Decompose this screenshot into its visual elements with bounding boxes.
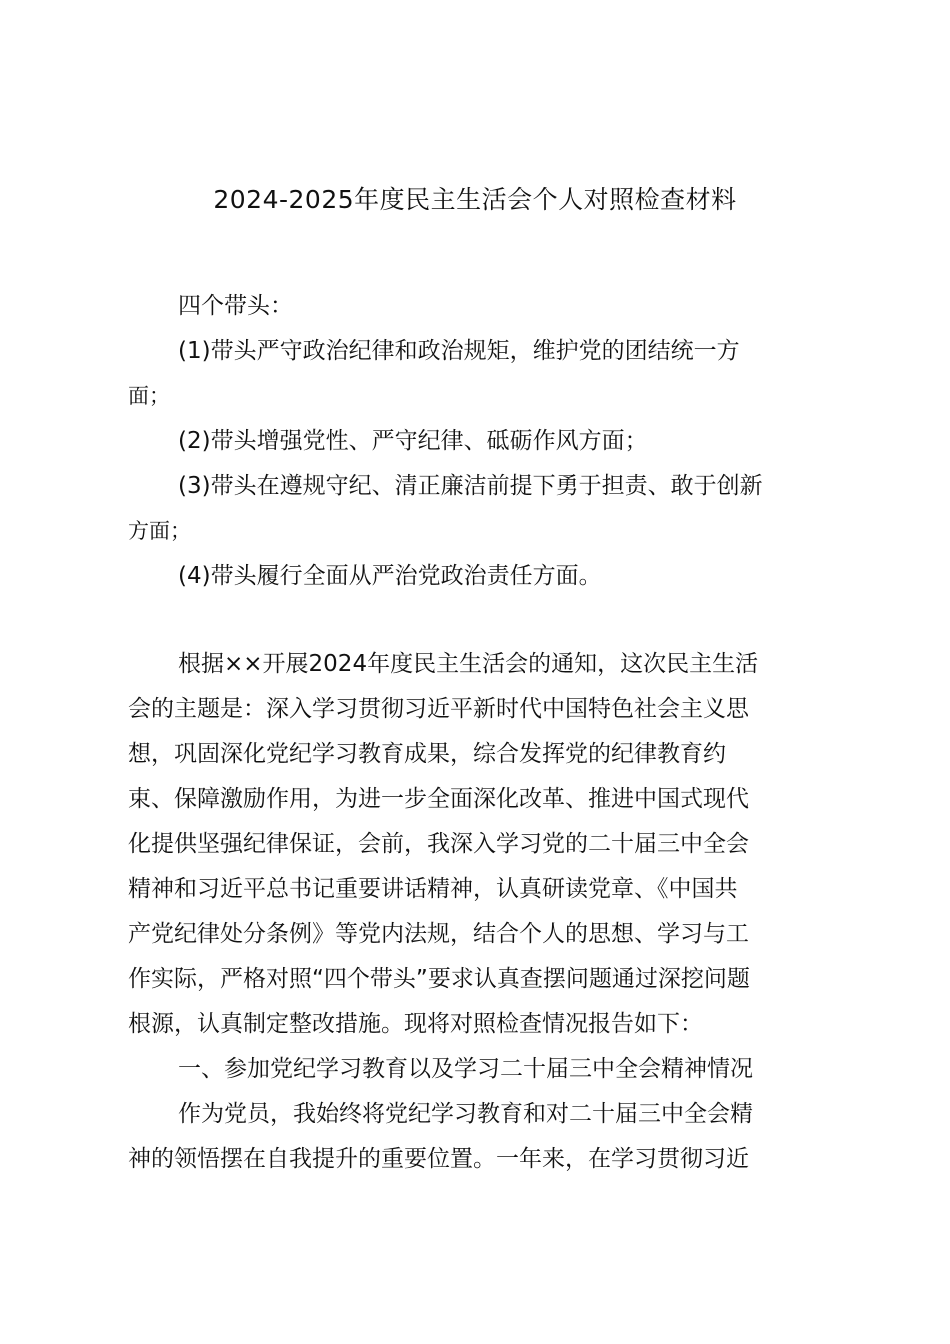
main-body-section [128, 642, 838, 1182]
section-paragraph-line: 作为党员，我始终将党纪学习教育和对二十届三中全会精 [178, 1101, 753, 1127]
item-1-line-1: (1)带头严守政治纪律和政治规矩，维护党的团结统一方 [178, 338, 740, 364]
main-paragraph-line: 根源，认真制定整改措施。现将对照检查情况报告如下： [128, 1011, 703, 1037]
item-3-line-2: 方面； [128, 519, 191, 543]
main-paragraph-line: 想，巩固深化党纪学习教育成果，综合发挥党的纪律教育约 [128, 741, 726, 767]
item-3-line-1: (3)带头在遵规守纪、清正廉洁前提下勇于担责、敢于创新 [178, 473, 763, 499]
item-4-line-1: (4)带头履行全面从严治党政治责任方面。 [178, 563, 602, 589]
item-1-line-2: 面； [128, 384, 170, 408]
main-paragraph-line: 产党纪律处分条例》等党内法规，结合个人的思想、学习与工 [128, 921, 749, 947]
main-paragraph-line: 束、保障激励作用，为进一步全面深化改革、推进中国式现代 [128, 786, 749, 812]
main-paragraph-line: 会的主题是：深入学习贯彻习近平新时代中国特色社会主义思 [128, 696, 749, 722]
four-leads-section [128, 284, 838, 599]
main-paragraph-line: 精神和习近平总书记重要讲话精神，认真研读党章、《中国共 [128, 876, 738, 902]
main-paragraph-line: 化提供坚强纪律保证，会前，我深入学习党的二十届三中全会 [128, 831, 749, 857]
section-heading: 一、参加党纪学习教育以及学习二十届三中全会精神情况 [178, 1056, 753, 1082]
document-title: 2024-2025年度民主生活会个人对照检查材料 [213, 185, 737, 214]
item-2-line-1: (2)带头增强党性、严守纪律、砥砺作风方面； [178, 428, 648, 454]
main-paragraph-line: 作实际，严格对照“四个带头”要求认真查摆问题通过深挖问题 [128, 966, 750, 992]
intro-heading: 四个带头： [178, 293, 293, 319]
section-paragraph-line: 神的领悟摆在自我提升的重要位置。一年来，在学习贯彻习近 [128, 1146, 749, 1172]
main-paragraph-line: 根据××开展2024年度民主生活会的通知，这次民主生活 [178, 651, 759, 677]
